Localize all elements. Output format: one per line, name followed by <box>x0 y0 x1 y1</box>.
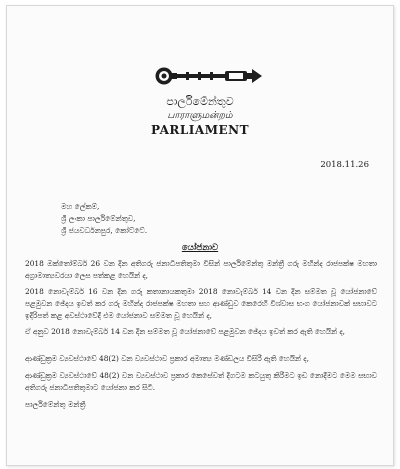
motion-paragraph-5: ආණ්ඩුක්‍රම ව්‍යවස්ථාවේ 48(2) වන ව්‍යවස්ථාව ප්‍රකාර කෙසේවත් දිගටම කටයුතු කිරීමට ඉඩ නොදීමට මෙම සභාව අතිගරු ජනාධිපතිතුමාට යෝජනා කර සිටී. <box>25 371 377 392</box>
header-tamil: பாராளுமன்றம் <box>167 110 233 121</box>
letter-page <box>6 5 394 466</box>
motion-paragraph-4: ආණ්ඩුක්‍රම ව්‍යවස්ථාවේ 48(2) වන ව්‍යවස්ථාව ප්‍රකාර අමාත්‍ය මණ්ඩලය විසිරී ඇති හෙයින් ද, <box>25 354 309 363</box>
parliament-mace-emblem <box>154 64 264 88</box>
motion-paragraph-1: 2018 ඔක්තෝම්බර් 26 වන දින අතිගරු ජනාධිපතිතුමා විසින් පාර්ලිමේන්තු මන්ත්‍රී ගරු මහින්ද රාජපක්ෂ මහතා අග්‍රාමාත්‍යවරයා ලෙස පත්කළ හෙයින් ද, <box>25 259 377 280</box>
motion-paragraph-2: 2018 නොවැම්බර් 16 වන දින ගරු කතානායකතුමා 2018 නොවැම්බර් 14 වන දින සම්මත වූ යෝජනාවේ පළමුවන ඡේදය ඉවත් කර ගරු මහින්ද රාජපක්ෂ මහතා සහ ආණ්ඩුව කෙරෙහි විශ්වාස භංග යෝජනාවක් සභාවට ඉදිරිපත් කළ අවස්ථාවේදී එම යෝජනාව සම්මත වූ හෙයින් ද, <box>25 287 377 320</box>
header-sinhala: පාර්ලිමේන්තුව <box>166 95 234 108</box>
letter-date: 2018.11.26 <box>320 160 369 170</box>
address-line-2: ශ්‍රී ලංකා පාර්ලිමේන්තුව, <box>61 214 136 223</box>
signature-line: පාර්ලිමේන්තු මන්ත්‍රී <box>25 400 86 409</box>
header-english: PARLIAMENT <box>150 123 250 137</box>
motion-paragraph-3: ඒ අනුව 2018 නොවැම්බර් 14 වන දින සම්මත වූ යෝජනාවේ පළමුවන ඡේදය ඉවත් කර ඇති හෙයින් ද, <box>25 327 346 336</box>
motion-title: යෝජනාව <box>181 243 219 253</box>
address-line-1: මහ ලේකම්, <box>61 202 100 211</box>
address-line-3: ශ්‍රී ජයවර්ධනපුර, කෝට්ටේ. <box>61 226 148 235</box>
